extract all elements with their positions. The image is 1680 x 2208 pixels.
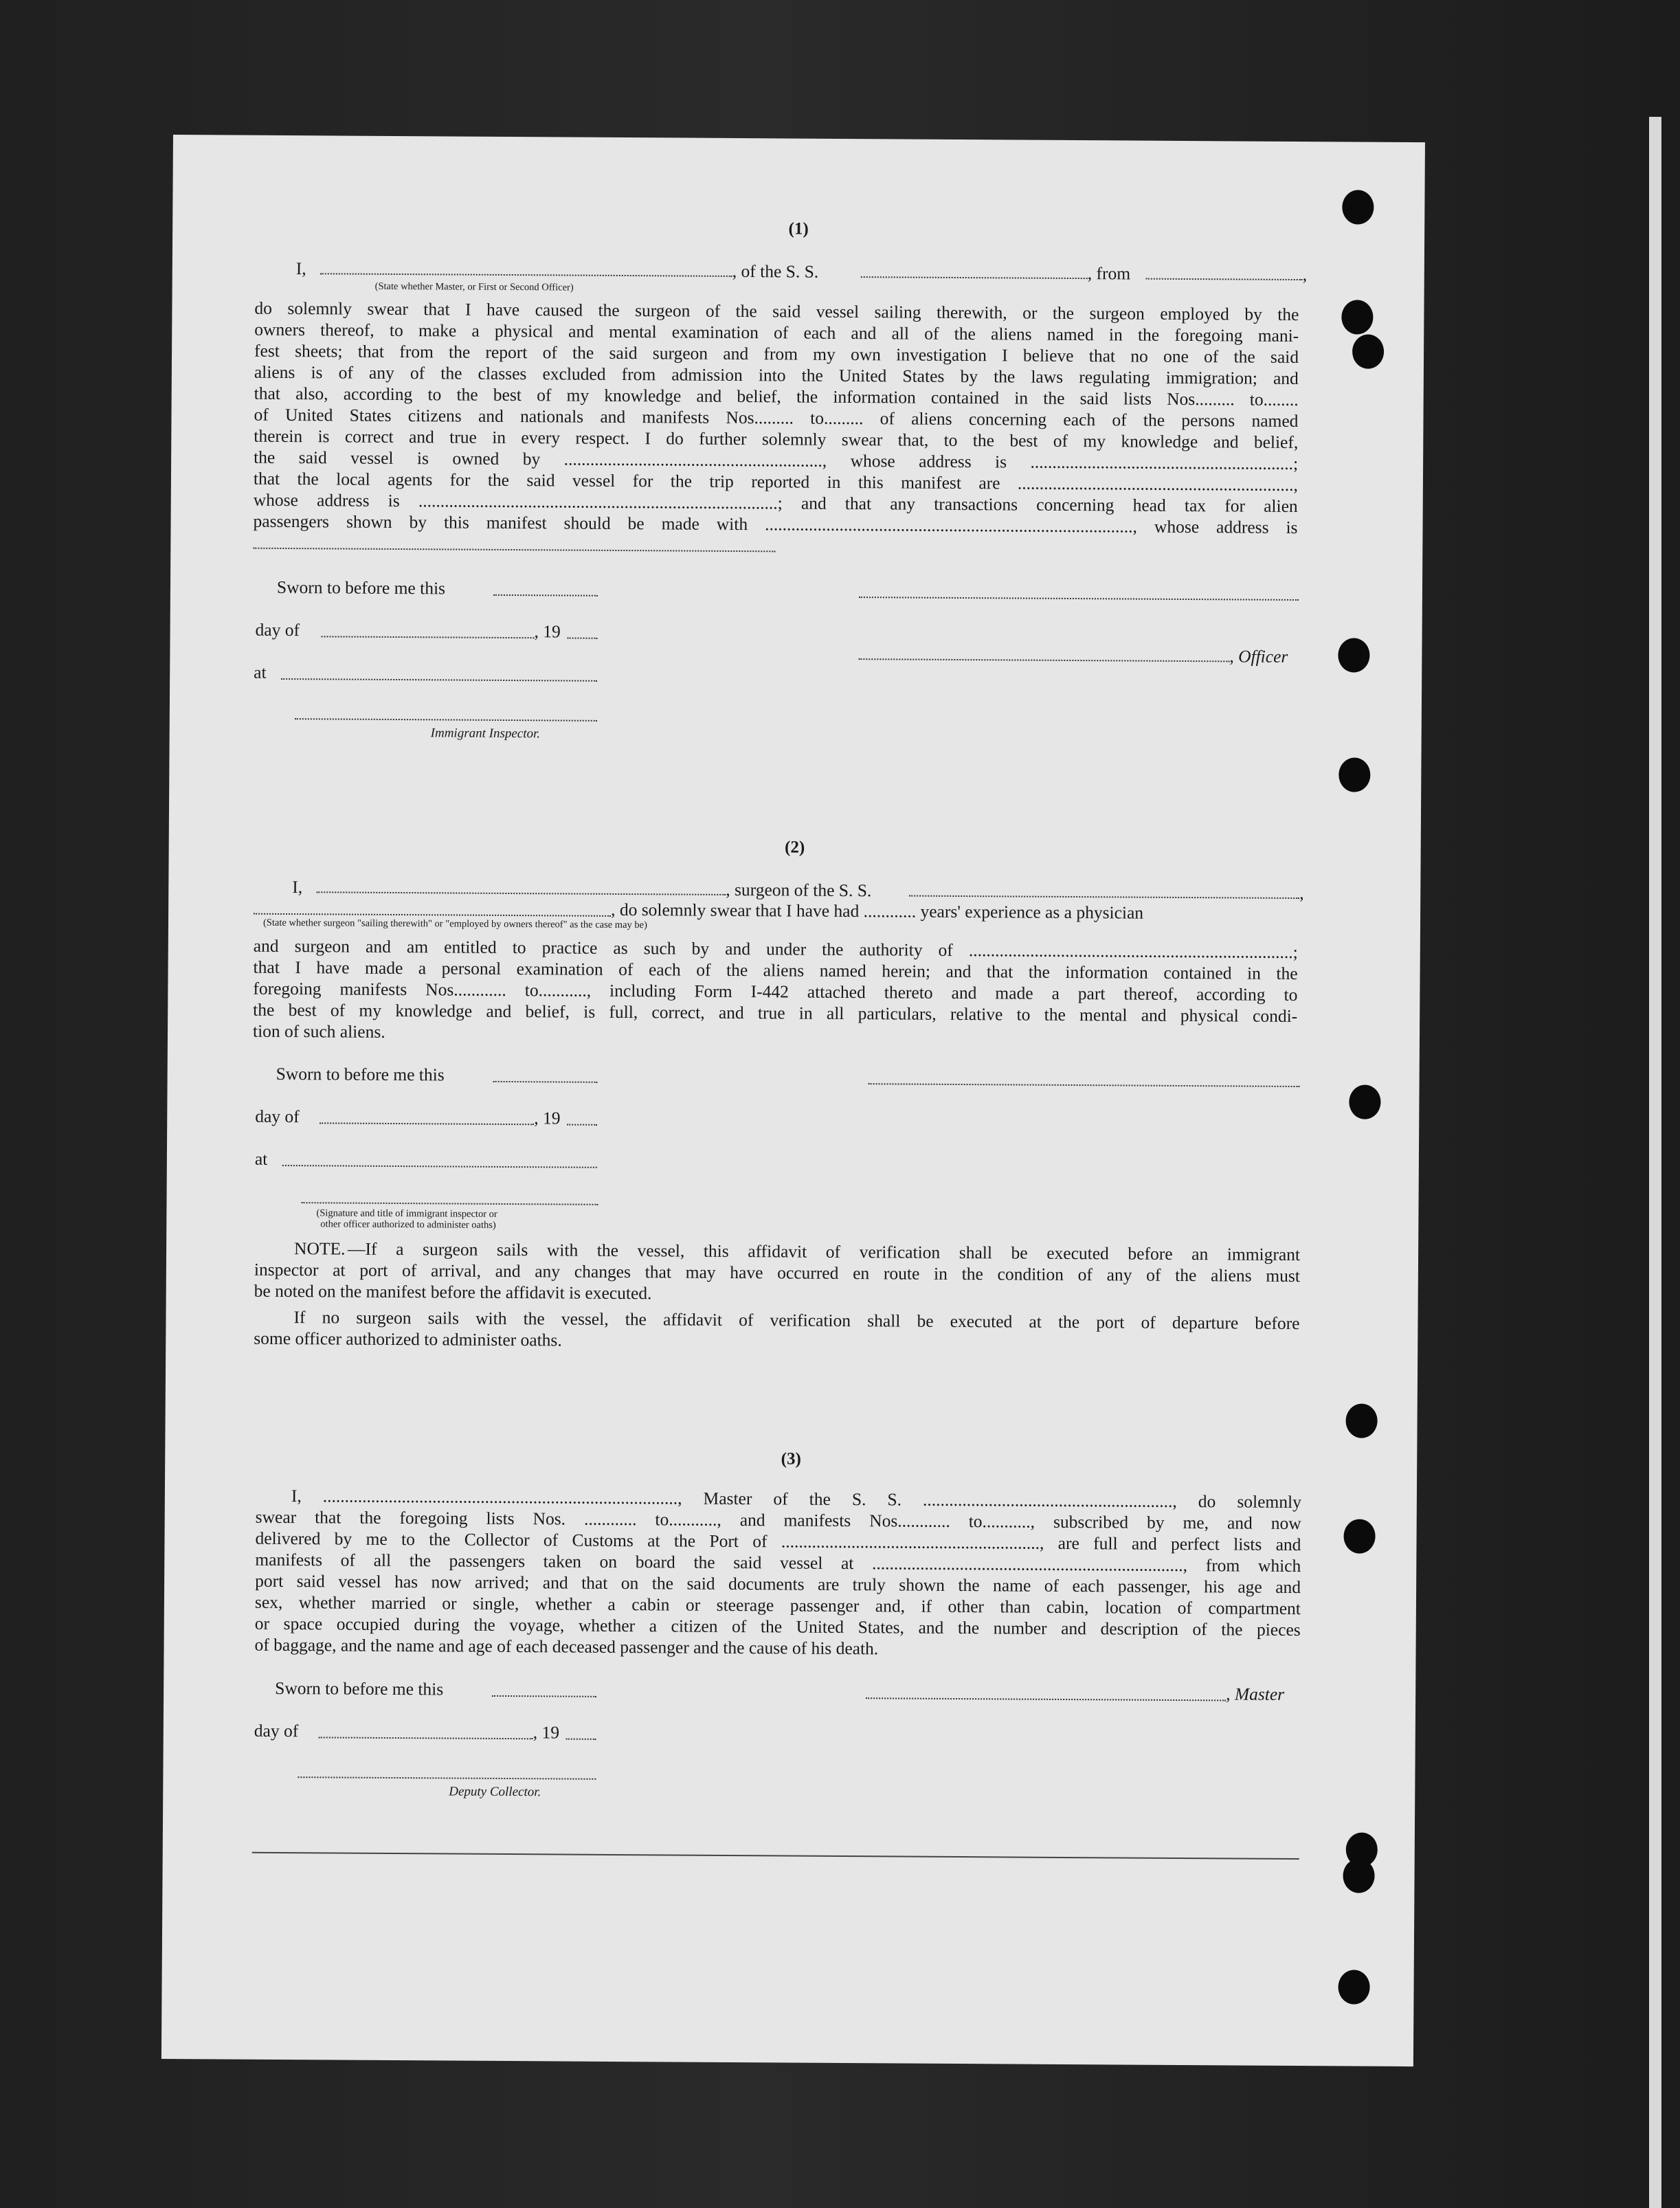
s1-year-blank[interactable] [568,638,598,639]
s3-line: manifests of all the passengers taken on board the said vessel at ......................................................................., from which [255,1549,1301,1576]
s1-address-blank[interactable] [253,548,775,553]
s2-name-blank[interactable] [316,891,726,895]
s1-line: passengers shown by this manifest should be made with ...................................................................................., whose address is [253,511,1298,538]
s2-year-blank[interactable] [567,1124,597,1126]
s3-day-blank[interactable] [319,1737,533,1739]
s3-sworn-blank[interactable] [492,1695,596,1697]
s2-day-of-label: day of [255,1106,300,1127]
binder-hole [1341,300,1373,334]
binder-hole [1352,334,1384,368]
s1-line-end: , [1302,265,1308,285]
s1-i-label: I, [295,258,306,279]
s3-master-text: , Master [1226,1684,1285,1704]
s3-line: or space occupied during the voyage, whether a citizen of the United States, and the number and description of the pieces [254,1613,1301,1640]
s1-line: aliens is of any of the classes excluded from admission into the United States by the laws regulating immigration; and [254,361,1299,389]
s1-caption: (State whether Master, or First or Second Officer) [374,280,574,293]
s1-from-blank[interactable] [1146,278,1303,280]
s1-signature-blank[interactable] [859,596,1299,601]
s2-line: the best of my knowledge and belief, is full, correct, and true in all particulars, relative to the mental and physical condi- [253,999,1298,1027]
binder-hole [1338,638,1369,672]
s1-body [172,297,1424,538]
s2-note-label: NOTE. [294,1238,346,1259]
s2-signature-blank[interactable] [869,1083,1300,1087]
s2-note-line: inspector at port of arrival, and any changes that may have occurred en route in the condition of any of the aliens must [254,1259,1300,1286]
s1-line: therein is correct and true in every respect. I do further solemnly swear that, to the best of my knowledge and belief, [254,425,1299,453]
s2-caption: (State whether surgeon "sailing therewith" or "employed by owners thereof" as the case may be) [262,917,647,931]
s1-officer-sign-blank[interactable] [858,658,1229,662]
s1-vessel-label: , of the S. S. [732,260,819,282]
s3-year-label: , 19 [533,1722,560,1743]
s1-day-of-label: day of [255,619,300,640]
s2-note-line: be noted on the manifest before the affidavit is executed. [254,1280,652,1304]
s2-line2: , do solemnly swear that I have had ............ years' experience as a physician [611,899,1144,923]
s3-line: swear that the foregoing lists Nos. ............ to..........., and manifests Nos............ to..........., subscribed by me, and now [255,1506,1301,1534]
s1-at-label: at [254,662,267,682]
bottom-rule [252,1852,1299,1860]
s2-capacity-blank[interactable] [254,913,611,917]
s2-line: and surgeon and am entitled to practice as such by and under the authority of ..........................................................................; [253,935,1298,963]
s2-sworn-label: Sworn to before me this [276,1063,445,1085]
s2-note2-line: some officer authorized to administer oaths. [254,1328,562,1350]
s1-at-blank[interactable] [281,678,597,682]
s1-from-label: , from [1087,263,1131,284]
s2-surgeon-label: , surgeon of the S. S. [726,879,872,901]
binder-hole [1349,1084,1380,1119]
binder-hole [1339,757,1370,792]
section-3-number: (3) [781,1449,801,1469]
binder-hole [1343,1858,1374,1893]
s3-master-label [1226,1683,1284,1705]
binder-hole [1342,190,1374,224]
s2-note2-line: If no surgeon sails with the vessel, the affidavit of verification shall be executed at the port of departure before [293,1307,1300,1334]
s3-line: of baggage, and the name and age of each deceased passenger and the cause of his death. [254,1634,879,1659]
s3-body [165,1484,1417,1659]
section-1-number: (1) [788,219,809,238]
s2-line-end: , [1299,883,1304,904]
s1-line: that the local agents for the said vessel for the trip reported in this manifest are ..............................................................., [253,468,1299,495]
binder-hole [1338,1970,1369,2004]
s3-collector-caption: Deputy Collector. [449,1784,541,1800]
s1-inspector-sign-blank[interactable] [295,718,597,722]
s3-signature-blank[interactable] [866,1697,1226,1701]
s3-year-blank[interactable] [566,1739,596,1740]
s2-at-blank[interactable] [282,1165,597,1168]
s3-collector-sign-blank[interactable] [298,1776,596,1780]
s3-line: I, ................................................................................., Master of the S. S. ........................................................., do solemnly [291,1486,1301,1513]
s2-vessel-blank[interactable] [909,895,1299,899]
s1-year-label: , 19 [534,621,561,642]
s2-line: foregoing manifests Nos............ to..........., including Form I-442 attached thereto and made a part thereof, according to [253,978,1298,1005]
s2-day-blank[interactable] [320,1122,534,1125]
adjacent-page-edge [1649,117,1661,2208]
s2-note-line: —If a surgeon sails with the vessel, this affidavit of verification shall be executed before an immigrant [348,1238,1301,1265]
section-2-number: (2) [785,838,805,857]
s1-officer-label [1229,645,1288,667]
s2-line: tion of such aliens. [252,1021,385,1042]
s3-sworn-label: Sworn to before me this [275,1677,444,1699]
s1-line: the said vessel is owned by ..........................................................., whose address is ............................................................; [254,447,1299,474]
s3-line: delivered by me to the Collector of Customs at the Port of ..........................................................., are full and perfect lists and [255,1528,1301,1555]
s2-body [168,935,1420,1042]
s1-day-blank[interactable] [322,636,535,638]
s1-line: fest sheets; that from the report of the said surgeon and from my own investigation I believe that no one of the said [254,340,1299,368]
s3-day-of-label: day of [254,1720,299,1741]
s1-vessel-blank[interactable] [861,276,1088,279]
s3-line: sex, whether married or single, whether a cabin or steerage passenger and, if other than cabin, location of compartment [254,1592,1301,1619]
s3-line: port said vessel has now arrived; and that on the said documents are truly shown the name of each passenger, his age and [255,1570,1301,1598]
s2-line: that I have made a personal examination of each of the aliens named herein; and that the information contained in the [253,957,1298,984]
s1-line: of United States citizens and nationals and manifests Nos......... to......... of aliens concerning each of the persons named [254,404,1299,432]
s2-inspector-sign-blank[interactable] [302,1202,598,1205]
s1-sworn-blank[interactable] [493,594,598,596]
s2-sworn-blank[interactable] [493,1081,598,1083]
s1-line: do solemnly swear that I have caused the surgeon of the said vessel sailing therewith, or the surgeon employed by the [254,298,1299,325]
s2-sig-caption-2: other officer authorized to administer oaths) [320,1218,496,1231]
s1-officer-text: , Officer [1229,646,1288,667]
s1-line: whose address is ..................................................................................; and that any transactions concerning head tax for alien [253,489,1298,517]
binder-hole [1345,1403,1377,1438]
s2-sig-caption-1: (Signature and title of immigrant inspector or [316,1207,497,1220]
s1-sworn-label: Sworn to before me this [276,577,446,599]
s1-line: that also, according to the best of my knowledge and belief, the information contained in the said lists Nos......... to........ [254,383,1299,410]
manifest-form-page [161,135,1425,2066]
s2-at-label: at [254,1148,268,1169]
s2-i-label: I, [292,877,303,897]
s2-year-label: , 19 [534,1108,561,1128]
s1-line: owners thereof, to make a physical and mental examination of each and all of the aliens named in the foregoing mani- [254,319,1299,346]
binder-hole [1343,1519,1375,1553]
s1-inspector-caption: Immigrant Inspector. [430,726,541,741]
s1-officer-blank[interactable] [320,273,732,277]
